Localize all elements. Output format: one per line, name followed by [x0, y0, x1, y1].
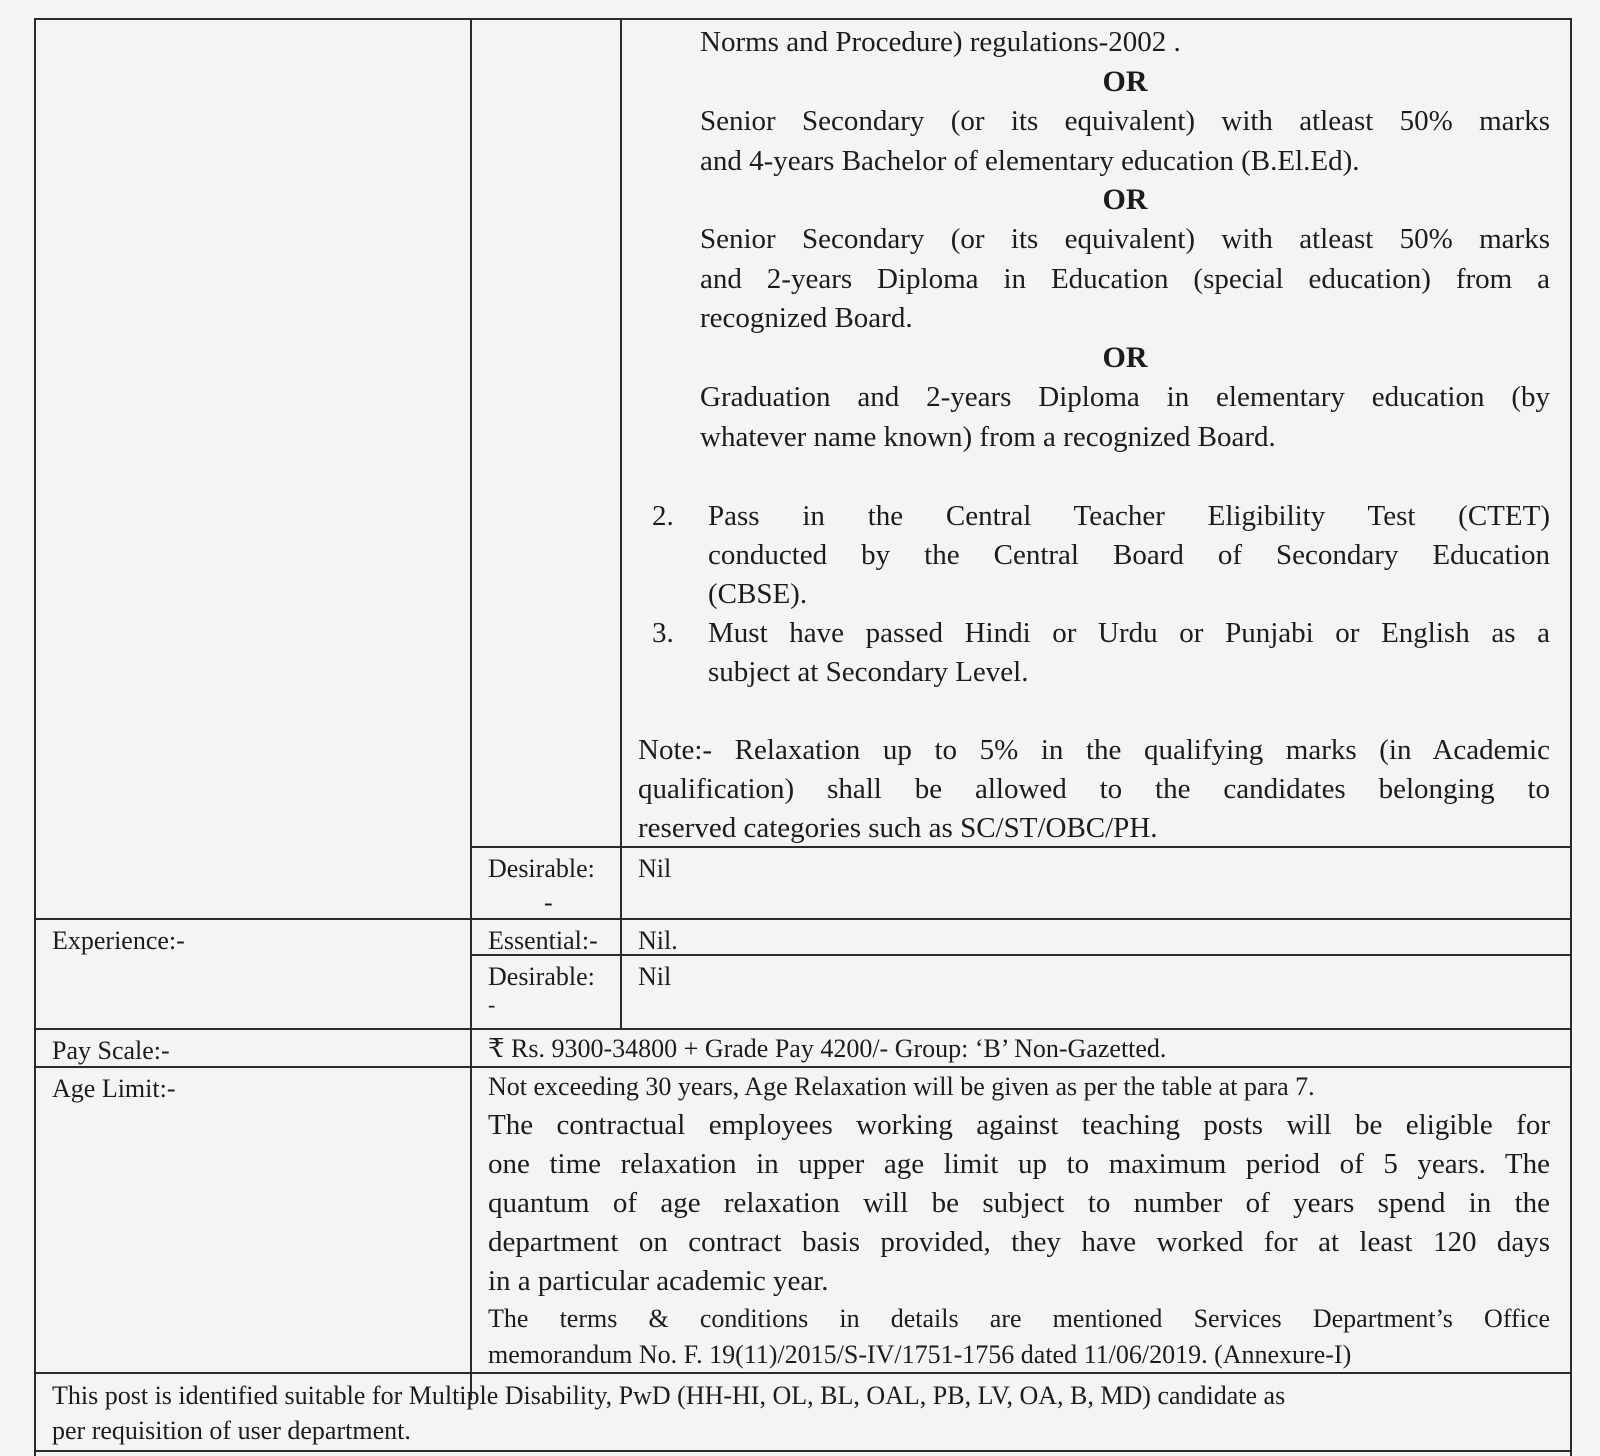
- disability-line-2: per requisition of user department.: [52, 1416, 411, 1445]
- age-para-line-1: The contractual employees working against teaching posts will be eligible for: [488, 1109, 1550, 1141]
- age-terms-line-1: The terms & conditions in details are mentioned Services Department’s Office: [488, 1304, 1550, 1333]
- qual-desirable-dash: -: [544, 888, 553, 917]
- item-3-line-1: Must have passed Hindi or Urdu or Punjabi or English as a: [708, 617, 1550, 649]
- qual-desirable-label: Desirable:: [488, 854, 595, 883]
- age-para-line-5: in a particular academic year.: [488, 1265, 829, 1297]
- note-line-3: reserved categories such as SC/ST/OBC/PH.: [638, 812, 1158, 844]
- graduation-line-1: Graduation and 2-years Diploma in elementary education (by: [700, 381, 1550, 413]
- item-3-number: 3.: [652, 617, 674, 649]
- norms-line: Norms and Procedure) regulations-2002 .: [700, 26, 1181, 58]
- column-divider-2: [620, 18, 622, 1030]
- item-3-line-2: subject at Secondary Level.: [708, 656, 1029, 688]
- row-divider-bottom: [34, 1450, 1572, 1452]
- pay-scale-value: ₹ Rs. 9300-34800 + Grade Pay 4200/- Group: ‘B’ Non-Gazetted.: [488, 1034, 1167, 1063]
- disability-line-1: This post is identified suitable for Multiple Disability, PwD (HH-HI, OL, BL, OAL, PB, LV, OA, B, MD) candidate as: [52, 1381, 1286, 1410]
- qual-desirable-value: Nil: [638, 854, 672, 883]
- exp-essential-label: Essential:-: [488, 926, 598, 955]
- belEd-line-1: Senior Secondary (or its equivalent) with atleast 50% marks: [700, 105, 1550, 137]
- graduation-line-2: whatever name known) from a recognized Board.: [700, 421, 1276, 453]
- table-border-top: [34, 18, 1572, 20]
- item-2-line-1: Pass in the Central Teacher Eligibility Test (CTET): [708, 500, 1550, 532]
- item-2-number: 2.: [652, 500, 674, 532]
- pay-scale-label: Pay Scale:-: [52, 1036, 170, 1065]
- age-terms-line-2: memorandum No. F. 19(11)/2015/S-IV/1751-1756 dated 11/06/2019. (Annexure-I): [488, 1340, 1352, 1369]
- age-para-line-4: department on contract basis provided, they have worked for at least 120 days: [488, 1226, 1550, 1258]
- or-label-3: OR: [1102, 341, 1148, 374]
- belEd-line-2: and 4-years Bachelor of elementary education (B.El.Ed).: [700, 145, 1360, 177]
- exp-essential-value: Nil.: [638, 926, 678, 955]
- age-para-line-3: quantum of age relaxation will be subject to number of years spend in the: [488, 1187, 1550, 1219]
- special-line-3: recognized Board.: [700, 302, 913, 334]
- age-para-line-2: one time relaxation in upper age limit up to maximum period of 5 years. The: [488, 1148, 1550, 1180]
- age-limit-line-1: Not exceeding 30 years, Age Relaxation will be given as per the table at para 7.: [488, 1072, 1315, 1101]
- special-line-2: and 2-years Diploma in Education (special education) from a: [700, 263, 1550, 295]
- special-line-1: Senior Secondary (or its equivalent) with atleast 50% marks: [700, 223, 1550, 255]
- exp-desirable-value: Nil: [638, 962, 672, 991]
- row-divider-experience: [34, 918, 1572, 920]
- column-divider-1: [470, 18, 472, 1400]
- table-border-right: [1570, 18, 1572, 1456]
- item-2-line-3: (CBSE).: [708, 578, 808, 610]
- or-label-2: OR: [1102, 183, 1148, 216]
- experience-label: Experience:-: [52, 926, 185, 955]
- note-line-2: qualification) shall be allowed to the candidates belonging to: [638, 773, 1550, 805]
- row-divider-exp-desirable: [470, 954, 1572, 956]
- exp-desirable-label: Desirable:: [488, 962, 595, 991]
- note-line-1: Note:- Relaxation up to 5% in the qualifying marks (in Academic: [638, 734, 1550, 766]
- table-border-left: [34, 18, 36, 1456]
- age-limit-label: Age Limit:-: [52, 1074, 176, 1103]
- or-label-1: OR: [1102, 65, 1148, 98]
- item-2-line-2: conducted by the Central Board of Secondary Education: [708, 539, 1550, 571]
- exp-desirable-dash: -: [488, 992, 496, 1017]
